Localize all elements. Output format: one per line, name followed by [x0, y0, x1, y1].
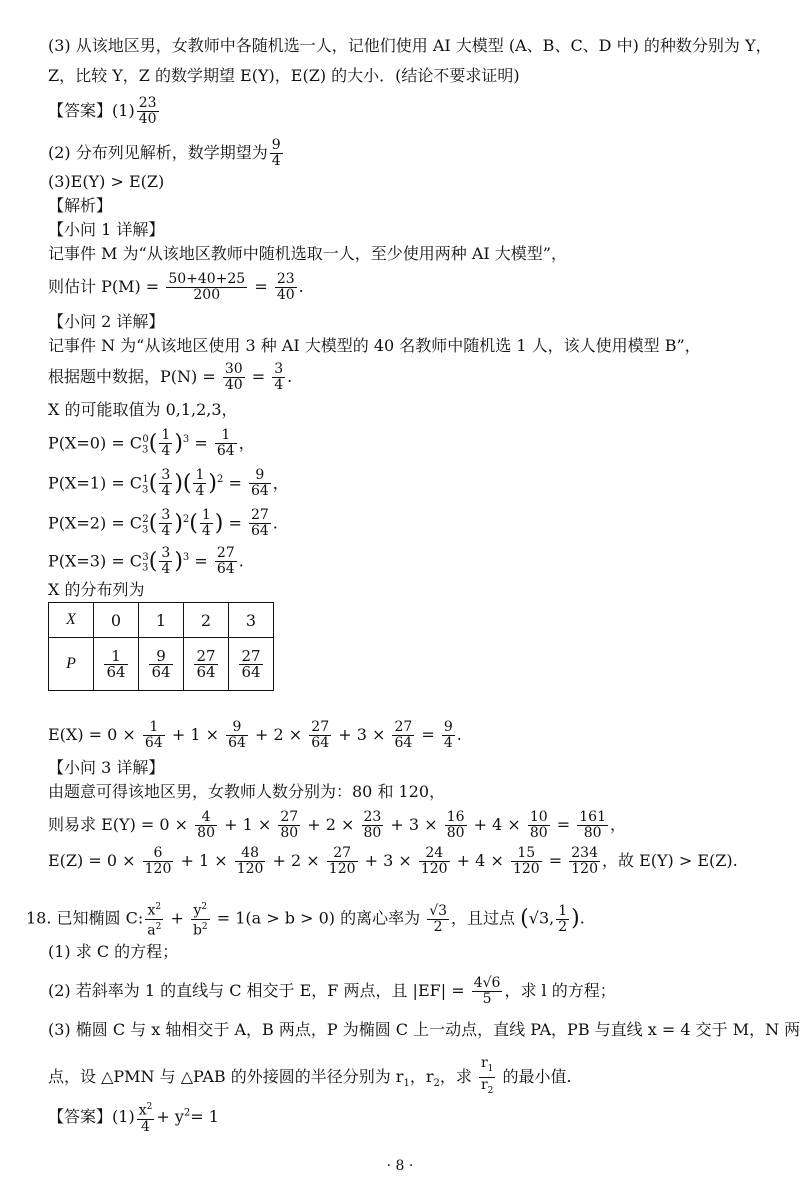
q18-answer-c: = 1 [190, 1106, 219, 1126]
sub3-counts: 由题意可得该地区男，女教师人数分别为：80 和 120， [48, 782, 446, 801]
sub2-pn: 根据题中数据，P(N) = $\frac{30}{40}$ = $\frac{3}{4}$ . [48, 361, 293, 393]
q18-number: 18. [26, 908, 52, 928]
distribution-table [48, 602, 274, 691]
q18-stem-b: = 1(a > b > 0) 的离心率为 [216, 908, 421, 928]
p-x0-result: $\frac{1}{64}$ [216, 427, 235, 460]
q18-part3-line2: 点，设 △PMN 与 △PAB 的外接圆的半径分别为 $r_1$，$r_2$，求 $\frac{r_1}{r_2}$ 的最小值. [48, 1055, 572, 1096]
p-x2-result: $\frac{27}{64}$ [250, 507, 269, 540]
q18-answer-label: 【答案】 [48, 1106, 113, 1126]
p-x2-prefix: P(X=2) = C [48, 513, 143, 533]
sub3-title: 【小问 3 详解】 [48, 758, 165, 777]
ex-prefix: E(X) = 0 × [48, 725, 136, 744]
dist-title: X 的分布列为 [48, 580, 145, 599]
sub2-event: 记事件 N 为“从该地区使用 3 种 AI 大模型的 40 名教师中随机选 1 人，该人使用模型 B”， [48, 336, 701, 355]
sub1-res-fraction: $\frac{23}{40}$ [276, 271, 295, 303]
sub1-end: . [298, 277, 304, 296]
sub1-eq: = [254, 277, 268, 296]
q18-part3-b: ，r [409, 1066, 434, 1086]
table-cell: $\frac{9}{64}$ [139, 638, 184, 691]
q18-part3-line1: (3) 椭圆 C 与 x 轴相交于 A，B 两点，P 为椭圆 C 上一动点，直线 PA，PB 与直线 x = 4 交于 M，N 两 [48, 1020, 800, 1039]
answer-2-fraction: $\frac{9}{4}$ [271, 137, 281, 169]
ez-conclusion: ，故 E(Y) > E(Z). [601, 851, 738, 870]
q18-stem-c: ，且过点 [451, 908, 516, 928]
q18-part2-b: ，求 l 的方程； [504, 981, 616, 1000]
sub2-title: 【小问 2 详解】 [48, 312, 165, 331]
sub1-event: 记事件 M 为“从该地区教师中随机选取一人，至少使用两种 AI 大模型”， [48, 244, 567, 263]
sub1-title: 【小问 1 详解】 [48, 220, 165, 239]
answer-row-3: (3)E(Y) > E(Z) [48, 172, 165, 191]
ez-result: $\frac{234}{120}$ [571, 845, 598, 877]
table-cell: $\frac{1}{64}$ [94, 638, 139, 691]
p-x1-prefix: P(X=1) = C [48, 473, 143, 493]
p-x3-result: $\frac{27}{64}$ [216, 545, 235, 578]
q17-part3-line1: (3) 从该地区男，女教师中各随机选一人，记他们使用 AI 大模型 (A、B、C、D 中) 的种数分别为 Y， [48, 36, 772, 55]
sub2-values: X 的可能取值为 0,1,2,3， [48, 400, 238, 419]
ex-result: $\frac{9}{4}$ [443, 719, 453, 751]
p-x3-prefix: P(X=3) = C [48, 551, 143, 571]
ez-line: E(Z) = 0 × $\frac{6}{120}$ + 1 × $\frac{48}{120}$ + 2 × $\frac{27}{120}$ + 3 × $\frac{24}{120}$ + 4 × $\frac{15}{120}$ = $\frac{234}{120}$ ，故 E(Y) > E(Z). [48, 845, 738, 877]
table-cell: 0 [94, 603, 139, 638]
analysis-label: 【解析】 [48, 196, 113, 215]
sub1-estimate [48, 272, 304, 303]
page-number: · 8 · [386, 1158, 414, 1174]
pn-fraction-1: $\frac{30}{40}$ [224, 361, 243, 393]
p-x1-line: $P(X=1) = C_3^1$( $\frac{3}{4}$ )( $\frac{1}{4}$ )$^2$ = $\frac{9}{64}$ ， [48, 467, 289, 500]
q18-part2-a: (2) 若斜率为 1 的直线与 C 相交于 E，F 两点，且 |EF| = [48, 981, 465, 1000]
q18-answer-a: (1) [112, 1106, 135, 1126]
ey-line: 则易求 E(Y) = 0 × $\frac{4}{80}$ + 1 × $\frac{27}{80}$ + 2 × $\frac{23}{80}$ + 3 × $\frac{16}{80}$ + 4 × $\frac{10}{80}$ = $\frac{161}{80}$ ， [48, 809, 627, 841]
sub2-pn-prefix: 根据题中数据，P(N) = [48, 367, 216, 386]
answer-1-prefix: (1) [112, 101, 135, 120]
q18-part1: (1) 求 C 的方程； [48, 942, 179, 961]
table-cell: 1 [139, 603, 184, 638]
table-cell-p-header: P [49, 638, 94, 691]
sub1-est-prefix: 则估计 P(M) = [48, 277, 160, 296]
p-x3-line: $P(X=3) = C_3^3$( $\frac{3}{4}$ )$^3$ = $\frac{27}{64}$ . [48, 545, 244, 578]
table-cell-x-header: X [49, 603, 94, 638]
pn-fraction-2: $\frac{3}{4}$ [274, 361, 284, 393]
table-cell: $\frac{27}{64}$ [229, 638, 274, 691]
sub1-est-fraction: $\frac{50+40+25}{200}$ [168, 271, 246, 303]
table-cell: 2 [184, 603, 229, 638]
ex-line: E(X) = 0 × $\frac{1}{64}$ + 1 × $\frac{9}{64}$ + 2 × $\frac{27}{64}$ + 3 × $\frac{27}{64}$ = $\frac{9}{4}$ . [48, 719, 462, 751]
table-cell: 3 [229, 603, 274, 638]
q18-stem: 18. 已知椭圆 C: $\frac{x^2}{a^2}$ + $\frac{y^2}{b^2}$ = 1(a > b > 0) 的离心率为 $\frac{√3}{2}$ ，且过点 (√3, $\frac{1}{2}$ ). [26, 902, 585, 939]
table-cell: $\frac{27}{64}$ [184, 638, 229, 691]
q18-part2: (2) 若斜率为 1 的直线与 C 相交于 E，F 两点，且 |EF| = $\frac{4√6}{5}$ ，求 l 的方程； [48, 975, 616, 1007]
q18-part3-c: ，求 [439, 1066, 472, 1086]
ey-result: $\frac{161}{80}$ [579, 809, 606, 841]
answer-label: 【答案】 [48, 101, 113, 120]
answer-row-2 [48, 138, 285, 169]
answer-row-1 [48, 96, 161, 127]
q18-answer-b: + y [156, 1106, 184, 1126]
q18-part3-a: 点，设 △PMN 与 △PAB 的外接圆的半径分别为 r [48, 1066, 404, 1086]
ey-prefix: 则易求 E(Y) = 0 × [48, 815, 189, 834]
p-x1-result: $\frac{9}{64}$ [250, 467, 269, 500]
p-x2-line: $P(X=2) = C_3^2$( $\frac{3}{4}$ )$^2$( $\frac{1}{4}$ ) = $\frac{27}{64}$ . [48, 507, 278, 540]
table-row [49, 638, 274, 691]
answer-1-fraction: $\frac{23}{40}$ [138, 95, 157, 127]
q18-stem-a: 已知椭圆 C: [56, 908, 144, 928]
p-x0-prefix: P(X=0) = C [48, 433, 143, 453]
p-x0-line: $P(X=0) = C_3^0$( $\frac{1}{4}$ )$^3$ = $\frac{1}{64}$ ， [48, 427, 255, 460]
q17-part3-line2: Z，比较 Y，Z 的数学期望 E(Y)，E(Z) 的大小．(结论不要求证明) [48, 66, 520, 85]
q18-part3-d: 的最小值. [502, 1066, 572, 1086]
ez-prefix: E(Z) = 0 × [48, 851, 136, 870]
answer-2-text: (2) 分布列见解析，数学期望为 [48, 143, 268, 162]
q18-answer: 【答案】(1) $\frac{x^2}{4}$ + $y^2= 1$ [48, 1102, 219, 1135]
table-row [49, 603, 274, 638]
